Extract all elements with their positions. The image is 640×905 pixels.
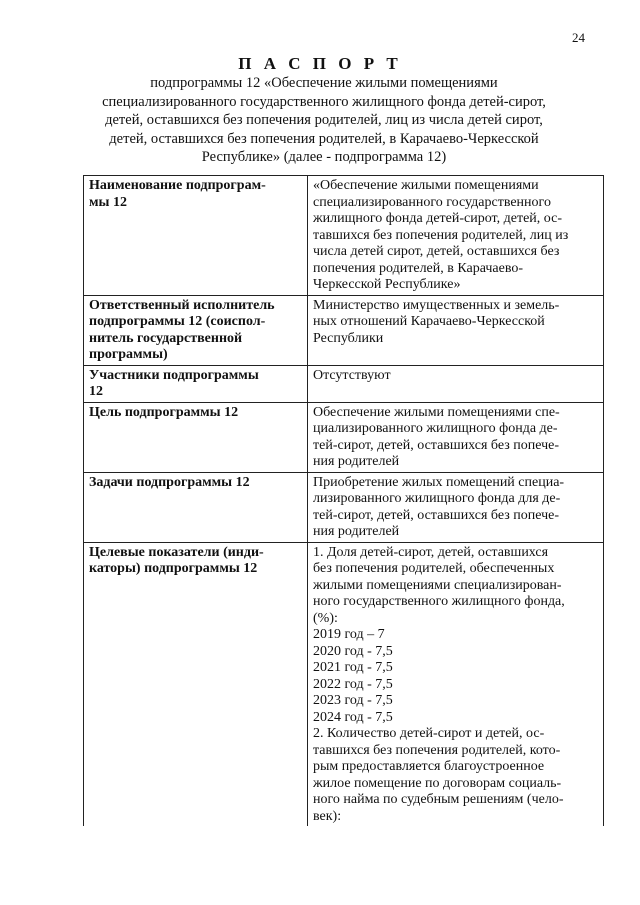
row-value (308, 542, 604, 826)
value-line: 2. Количество детей-сирот и детей, ос- (313, 726, 545, 741)
document-title: П А С П О Р Т (238, 54, 402, 73)
subtitle-line: Республике» (далее - подпрограмма 12) (201, 149, 447, 165)
value-line: 2019 год – 7 (313, 627, 385, 642)
row-label (84, 402, 308, 472)
subtitle-line: детей, оставшихся без попечения родителей, в Карачаево-Черкесской (109, 130, 539, 147)
value-line: Республики (313, 330, 384, 346)
value-line: 2020 год - 7,5 (313, 643, 393, 659)
table-row-goal (84, 402, 604, 472)
value-line: тавшихся без попечения родителей, лиц из (313, 227, 569, 243)
table-row-indicators (84, 542, 604, 826)
label-line: 12 (89, 384, 103, 399)
value-line: без попечения родителей, обеспеченных (313, 561, 555, 576)
value-line: Министерство имущественных и земель- (313, 297, 560, 313)
document-subtitle (92, 74, 556, 167)
row-label (84, 176, 308, 296)
value-line: 2023 год - 7,5 (313, 693, 393, 708)
row-value (308, 295, 604, 365)
label-line: каторы) подпрограммы 12 (89, 561, 258, 576)
label-line: Наименование подпрограм- (89, 178, 266, 193)
row-label (84, 295, 308, 365)
value-line: (%): (313, 610, 338, 626)
value-line: «Обеспечение жилыми помещениями (313, 178, 539, 193)
value-line: жилыми помещениями специализирован- (313, 577, 562, 593)
label-line: Задачи подпрограммы 12 (89, 474, 250, 490)
value-line: числа детей сирот, детей, оставшихся без (313, 244, 560, 259)
value-line: 1. Доля детей-сирот, детей, оставшихся (313, 544, 549, 560)
subtitle-line: подпрограммы 12 «Обеспечение жилыми помещениями (150, 75, 498, 91)
value-line: Приобретение жилых помещений специа- (313, 474, 565, 490)
value-line: Черкесской Республике» (313, 277, 461, 292)
value-line: 2021 год - 7,5 (313, 660, 393, 675)
label-line: программы) (89, 347, 168, 362)
passport-table (83, 175, 604, 826)
value-line: тей-сирот, детей, оставшихся без попече- (313, 507, 560, 523)
label-line: Целевые показатели (инди- (89, 544, 264, 560)
value-line: Отсутствуют (313, 367, 391, 383)
value-line: жилое помещение по договорам социаль- (313, 775, 562, 791)
value-line: ния родителей (313, 524, 400, 539)
value-line: тей-сирот, детей, оставшихся без попече- (313, 437, 560, 453)
value-line: век): (313, 808, 342, 824)
value-line: ного государственного жилищного фонда, (313, 594, 565, 609)
label-line: нитель государственной (89, 330, 243, 346)
value-line: циализированного жилищного фонда де- (313, 421, 558, 436)
value-line: ных отношений Карачаево-Черкесской (313, 314, 545, 329)
row-value (308, 402, 604, 472)
row-value (308, 472, 604, 542)
subtitle-line: детей, оставшихся без попечения родителей, лиц из числа детей сирот, (105, 112, 543, 128)
value-line: рым предоставляется благоустроенное (313, 759, 545, 774)
label-line: подпрограммы 12 (соиспол- (89, 314, 266, 329)
value-line: 2024 год - 7,5 (313, 709, 393, 725)
value-line: лизированного жилищного фонда для де- (313, 491, 561, 506)
value-line: жилищного фонда детей-сирот, детей, ос- (313, 211, 563, 226)
subtitle-line: специализированного государственного жилищного фонда детей-сирот, (102, 93, 546, 110)
table-row-name (84, 176, 604, 296)
value-line: попечения родителей, в Карачаево- (313, 260, 524, 276)
value-line: Обеспечение жилыми помещениями спе- (313, 404, 560, 420)
table-row-executor (84, 295, 604, 365)
row-label (84, 542, 308, 826)
label-line: Цель подпрограммы 12 (89, 404, 239, 420)
value-line: тавшихся без попечения родителей, кото- (313, 742, 561, 758)
table-row-participants (84, 365, 604, 402)
value-line: 2022 год - 7,5 (313, 676, 393, 692)
row-label (84, 472, 308, 542)
value-line: специализированного государственного (313, 194, 551, 210)
label-line: мы 12 (89, 194, 127, 210)
table-row-tasks (84, 472, 604, 542)
row-value (308, 176, 604, 296)
value-line: ния родителей (313, 454, 400, 469)
row-label (84, 365, 308, 402)
label-line: Участники подпрограммы (89, 367, 259, 383)
value-line: ного найма по судебным решениям (чело- (313, 792, 564, 807)
row-value (308, 365, 604, 402)
label-line: Ответственный исполнитель (89, 297, 275, 313)
page-number: 24 (572, 30, 585, 45)
